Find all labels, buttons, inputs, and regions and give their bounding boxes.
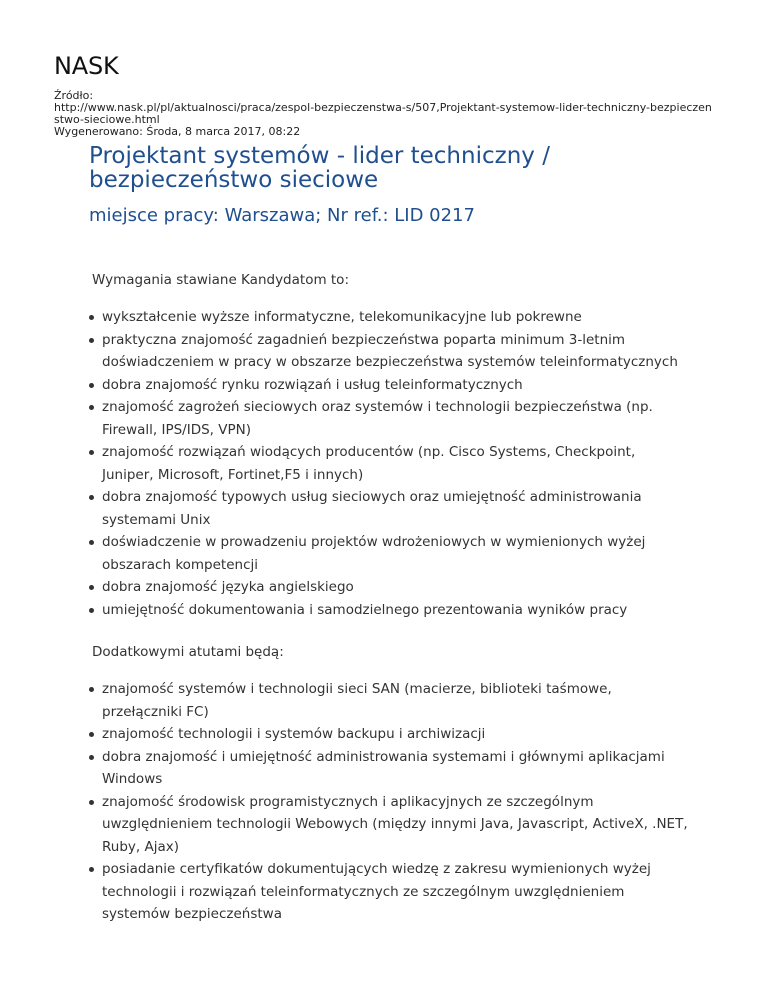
list-item	[89, 441, 689, 486]
list-item	[89, 576, 689, 599]
bullet-icon	[89, 405, 94, 410]
list-item-text: znajomość rozwiązań wiodących producentów (np. Cisco Systems, Checkpoint, Juniper, Microsoft, Fortinet,F5 i innych)	[102, 444, 636, 483]
bullet-icon	[89, 495, 94, 500]
bullet-icon	[89, 585, 94, 590]
list-item-text: znajomość środowisk programistycznych i aplikacyjnych ze szczególnym uwzględnieniem technologii Webowych (między innymi Java, Javascript, ActiveX, .NET, Ruby, Ajax)	[102, 793, 688, 855]
bullet-icon	[89, 540, 94, 545]
job-title: Projektant systemów - lider techniczny / bezpieczeństwo sieciowe	[89, 143, 550, 193]
list-item	[89, 306, 689, 329]
list-item	[89, 396, 689, 441]
bullet-icon	[89, 338, 94, 343]
bullet-icon	[89, 687, 94, 692]
extras-intro: Dodatkowymi atutami będą:	[92, 644, 284, 660]
list-item-text: wykształcenie wyższe informatyczne, telekomunikacyjne lub pokrewne	[102, 309, 582, 325]
list-item	[89, 746, 689, 791]
list-item	[89, 858, 689, 926]
list-item	[89, 791, 689, 859]
list-item	[89, 599, 689, 622]
list-item-text: posiadanie certyfikatów dokumentujących wiedzę z zakresu wymienionych wyżej technologii i rozwiązań teleinformatycznych ze szczególnym uwzględnieniem systemów bezpieczeństwa	[102, 861, 651, 922]
list-item-text: znajomość zagrożeń sieciowych oraz systemów i technologii bezpieczeństwa (np. Firewall, IPS/IDS, VPN)	[102, 399, 653, 438]
bullet-icon	[89, 450, 94, 455]
list-item	[89, 329, 689, 374]
requirements-list	[89, 306, 689, 621]
list-item	[89, 486, 689, 531]
list-item-text: praktyczna znajomość zagadnień bezpieczeństwa poparta minimum 3-letnim doświadczeniem w pracy w obszarze bezpieczeństwa systemów teleinformatycznych	[102, 331, 678, 370]
list-item	[89, 723, 689, 746]
bullet-icon	[89, 383, 94, 388]
print-metadata	[54, 90, 714, 138]
bullet-icon	[89, 800, 94, 805]
list-item-text: dobra znajomość i umiejętność administrowania systemami i głównymi aplikacjami Windows	[102, 748, 665, 787]
bullet-icon	[89, 608, 94, 613]
list-item	[89, 374, 689, 397]
job-subtitle: miejsce pracy: Warszawa; Nr ref.: LID 0217	[89, 205, 475, 226]
generated-timestamp: Wygenerowano: Środa, 8 marca 2017, 08:22	[54, 125, 301, 138]
list-item-text: dobra znajomość języka angielskiego	[102, 579, 354, 595]
site-name: NASK	[54, 52, 119, 80]
list-item-text: umiejętność dokumentowania i samodzielnego prezentowania wyników pracy	[102, 601, 628, 618]
list-item-text: doświadczenie w prowadzeniu projektów wdrożeniowych w wymienionych wyżej obszarach kompetencji	[102, 534, 646, 573]
list-item-text: dobra znajomość rynku rozwiązań i usług teleinformatycznych	[102, 376, 523, 393]
bullet-icon	[89, 755, 94, 760]
list-item	[89, 678, 689, 723]
article	[89, 144, 689, 926]
extras-list	[89, 678, 689, 926]
bullet-icon	[89, 315, 94, 320]
requirements-intro: Wymagania stawiane Kandydatom to:	[92, 272, 349, 288]
bullet-icon	[89, 732, 94, 737]
bullet-icon	[89, 867, 94, 872]
list-item-text: znajomość technologii i systemów backupu i archiwizacji	[102, 726, 486, 742]
list-item	[89, 531, 689, 576]
list-item-text: znajomość systemów i technologii sieci SAN (macierze, biblioteki taśmowe, przełączniki FC)	[102, 681, 612, 720]
list-item-text: dobra znajomość typowych usług sieciowych oraz umiejętność administrowania systemami Unix	[102, 489, 642, 528]
source-url[interactable]: http://www.nask.pl/pl/aktualnosci/praca/zespol-bezpieczenstwa-s/507,Projektant-systemow-lider-techniczny-bezpieczenstwo-sieciowe.html	[54, 101, 712, 126]
source-label: Źródło:	[54, 89, 94, 102]
